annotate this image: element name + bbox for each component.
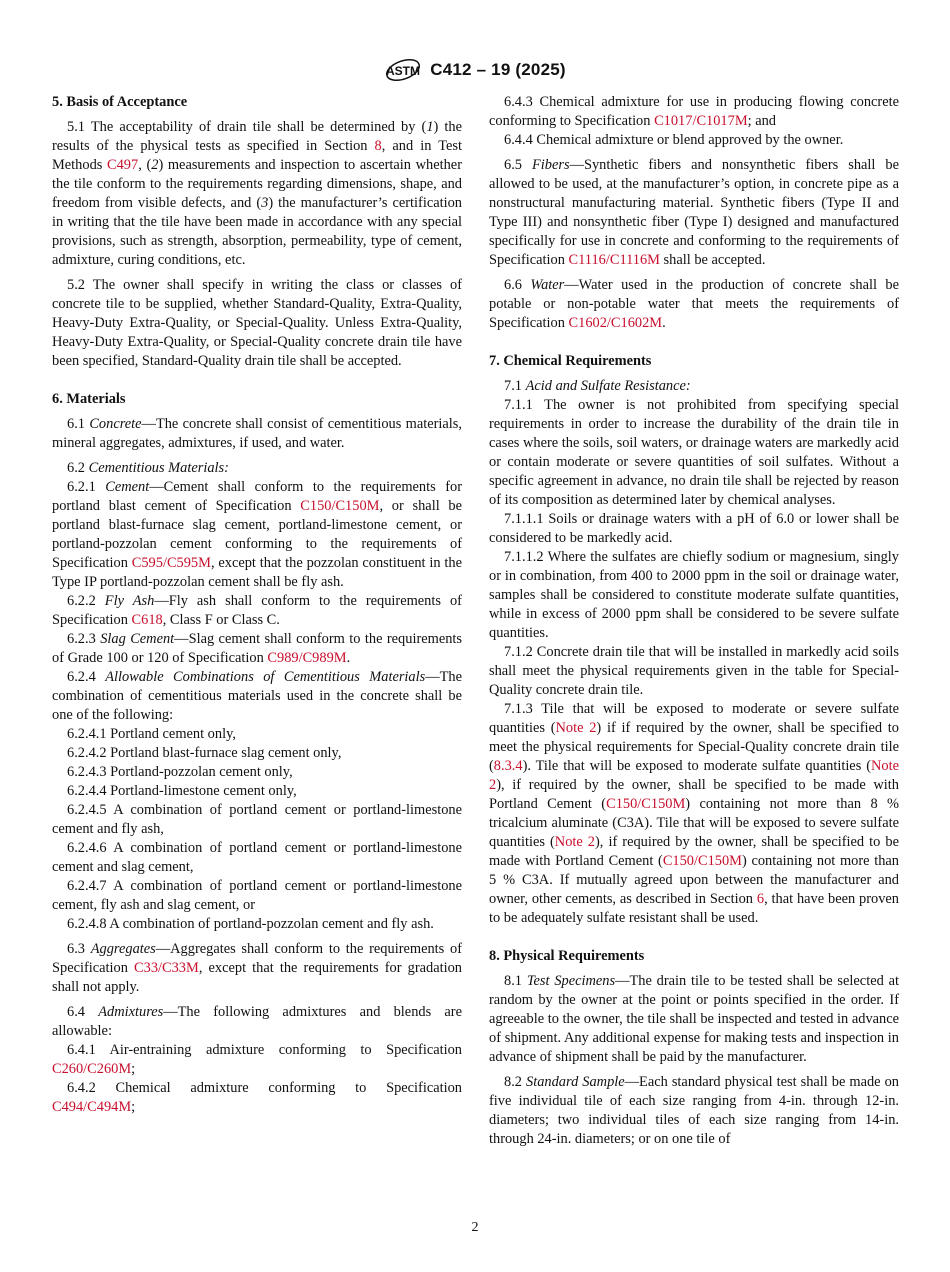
paragraph-6-4	[52, 1003, 462, 1041]
body-text: ; and	[747, 113, 776, 129]
body-text: —Aggregates shall conform to the requirements of Specification	[52, 941, 462, 976]
paragraph-6-2-4-8	[52, 915, 462, 934]
paragraph-6-4-4	[489, 131, 899, 150]
astm-logo-icon	[384, 54, 422, 86]
italic-term: 3	[261, 195, 269, 211]
paragraph-6-5	[489, 156, 899, 270]
reference-link[interactable]: C150/C150M	[606, 796, 686, 812]
paragraph-6-2-4-6	[52, 839, 462, 877]
body-text: ) the manufacturer’s certification in writing that the tile have been made in accordance with any special provisions, such as strength, absorption, permeability, type of cement, admixture, curing conditions, etc.	[52, 195, 462, 268]
body-text: —Water used in the production of concrete shall be potable or non-potable water that meets the requirements of Specification	[489, 277, 899, 331]
reference-link[interactable]: C260/C260M	[52, 1061, 132, 1077]
body-text: ) measurements and inspection to ascertain whether the tile conform to the requirements regarding dimensions, shape, and freedom from visible defects, and (	[52, 157, 462, 211]
paragraph-number: 7.1.1.1	[504, 511, 544, 527]
body-text: —The drain tile to be tested shall be selected at random by the owner at the point or points specified in the order. If agreeable to the owner, the tile shall be inspected and tested in advance of shipment. Any additional expense for making tests and inspection in advance of shipment shall be paid by the manufacturer.	[489, 973, 899, 1065]
paragraph-number: 8.1	[504, 973, 522, 989]
reference-link[interactable]: C618	[131, 612, 163, 628]
body-text: .	[346, 650, 351, 666]
paragraph-number: 7.1	[504, 378, 522, 394]
paragraph-number: 6.4	[67, 1004, 85, 1020]
italic-term: Standard Sample	[526, 1074, 625, 1090]
body-text: ) containing not more than 8 % tricalcium aluminate (C3A). Tile that will be exposed to severe sulfate quantities (	[489, 796, 900, 850]
paragraph-number: 6.5	[504, 157, 522, 173]
body-text: —The combination of cementitious materials used in the concrete shall be one of the following:	[52, 669, 462, 723]
reference-link[interactable]: C595/C595M	[131, 555, 211, 571]
right-column	[489, 93, 899, 1149]
body-text: Portland cement only,	[106, 726, 236, 742]
reference-link[interactable]: C497	[107, 157, 139, 173]
reference-link[interactable]: C150/C150M	[300, 498, 380, 514]
body-text: Chemical admixture conforming to Specification	[95, 1080, 462, 1096]
body-text: ), if required by the owner, shall be specified to be made with Portland Cement (	[489, 834, 899, 869]
paragraph-6-2-4-5	[52, 801, 462, 839]
paragraph-6-2-4-2	[52, 744, 462, 763]
italic-term: Concrete	[89, 416, 142, 432]
body-text: —Each standard physical test shall be made on five individual tile of each size ranging from 4-in. through 12-in. diameters; two individual tiles of each size ranging from 14-in. through 24-in. diameters; or on one tile of	[489, 1074, 899, 1147]
paragraph-number: 5.1	[67, 119, 85, 135]
body-text: A combination of portland cement or portland-limestone cement and slag cement,	[52, 840, 462, 875]
paragraph-number: 5.2	[67, 277, 85, 293]
body-text: ;	[131, 1099, 136, 1115]
paragraph-6-2-3	[52, 630, 462, 668]
paragraph-number: 6.2.4.3	[67, 764, 107, 780]
body-text: , that have been proven to be adequately sulfate resistant shall be used.	[489, 891, 900, 926]
body-text: Where the sulfates are chiefly sodium or magnesium, singly or in combination, from 400 to 2000 ppm in the soil or drainage water, samples shall be considered to constitute moderate sulfate quantities, while in excess of 2000 ppm shall be considered to be severe sulfate quantities.	[489, 549, 899, 641]
body-text	[522, 157, 532, 173]
paragraph-number: 6.3	[67, 941, 85, 957]
body-text: Chemical admixture or blend approved by the owner.	[532, 132, 844, 148]
body-text: .	[662, 315, 666, 331]
paragraph-6-2	[52, 459, 462, 478]
italic-term: 1	[426, 119, 434, 135]
body-text: Portland blast-furnace slag cement only,	[106, 745, 342, 761]
section-heading: 5. Basis of Acceptance	[52, 94, 188, 110]
reference-link[interactable]: C1017/C1017M	[654, 113, 748, 129]
paragraph-number: 6.2.4	[67, 669, 96, 685]
body-text: ) if if required by the owner, shall be specified to meet the physical requirements for Special-Quality concrete drain tile (	[489, 720, 899, 774]
body-text: Portland-limestone cement only,	[106, 783, 297, 799]
reference-link[interactable]: C494/C494M	[52, 1099, 132, 1115]
paragraph-number: 6.2.4.1	[67, 726, 107, 742]
reference-link[interactable]: C1116/C1116M	[568, 252, 660, 268]
body-text: The owner shall specify in writing the class or classes of concrete tile to be supplied, whether Standard-Quality, Extra-Quality, Heavy-Duty Extra-Quality, or Special-Quality. Unless Extra-Quality, Heavy-Duty Extra-Quality, or Special-Quality concrete drain tile have been specified, Standard-Quality drain tile shall be accepted.	[52, 277, 462, 369]
paragraph-6-2-4-1	[52, 725, 462, 744]
svg-text:ASTM: ASTM	[386, 64, 421, 78]
body-text: Soils or drainage waters with a pH of 6.0 or lower shall be considered to be markedly acid.	[489, 511, 899, 546]
italic-term: Cementitious Materials:	[88, 460, 229, 476]
reference-link[interactable]: C989/C989M	[267, 650, 347, 666]
body-text: A combination of portland-pozzolan cement and fly ash.	[106, 916, 434, 932]
body-text: , Class F or Class C.	[162, 612, 280, 628]
paragraph-number: 6.2.4.7	[67, 878, 107, 894]
paragraph-6-2-4-7	[52, 877, 462, 915]
reference-link[interactable]: C150/C150M	[662, 853, 742, 869]
body-text: , except that the pozzolan constituent in the Type IP portland-pozzolan cement shall be fly ash.	[52, 555, 462, 590]
italic-term: Acid and Sulfate Resistance:	[525, 378, 691, 394]
italic-term: Cement	[105, 479, 150, 495]
body-text: —Slag cement shall conform to the requirements of Grade 100 or 120 of Specification	[52, 631, 462, 666]
paragraph-5-1	[52, 118, 462, 270]
body-text: ) the results of the physical tests as specified in Section	[52, 119, 462, 154]
paragraph-number: 7.1.3	[504, 701, 533, 717]
paragraph-6-4-2	[52, 1079, 462, 1117]
section-heading: 6. Materials	[52, 391, 126, 407]
paragraph-6-2-4-4	[52, 782, 462, 801]
body-text	[96, 479, 106, 495]
paragraph-number: 6.2.1	[67, 479, 96, 495]
reference-link[interactable]: Note 2	[554, 834, 596, 850]
paragraph-number: 6.2.2	[67, 593, 96, 609]
body-text: , or shall be portland blast-furnace slag cement, portland-limestone cement, or portland-pozzolan cement conforming to the requirements of Specification	[52, 498, 463, 571]
body-text: shall be accepted.	[659, 252, 766, 268]
paragraph-number: 7.1.2	[504, 644, 533, 660]
page-number: 2	[471, 1220, 479, 1235]
italic-term: Test Specimens	[526, 973, 616, 989]
body-text: —Synthetic fibers and nonsynthetic fibers shall be allowed to be used, at the manufacturer’s option, in concrete pipe as a nonstructural manufacturing material. Synthetic fibers (Type II and Type III) and nonsynthetic fiber (Type I) designed and manufactured specifically for use in concrete and conforming to the requirements of Specification	[489, 157, 899, 268]
paragraph-8-1	[489, 972, 899, 1067]
body-text: —Cement shall conform to the requirements for portland blast cement of Specification	[52, 479, 462, 514]
body-text: —The following admixtures and blends are allowable:	[52, 1004, 462, 1039]
paragraph-number: 6.2.4.4	[67, 783, 107, 799]
body-text: ). Tile that will be exposed to moderate sulfate quantities (	[522, 758, 872, 774]
body-text: The acceptability of drain tile shall be determined by (	[85, 119, 427, 135]
paragraph-6-4-1	[52, 1041, 462, 1079]
body-text: Air-entraining admixture conforming to Specification	[95, 1042, 462, 1058]
body-text	[96, 669, 105, 685]
paragraph-8-2	[489, 1073, 899, 1149]
paragraph-7-1-1-1	[489, 510, 899, 548]
paragraph-5-2	[52, 276, 462, 371]
paragraph-6-4-3	[489, 93, 899, 131]
paragraph-number: 8.2	[504, 1074, 522, 1090]
paragraph-7-1	[489, 377, 899, 396]
italic-term: Water	[530, 277, 565, 293]
italic-term: Allowable Combinations of Cementitious Materials	[105, 669, 426, 685]
body-text: —The concrete shall consist of cementitious materials, mineral aggregates, admixtures, if used, and water.	[52, 416, 462, 451]
italic-term: Admixtures	[98, 1004, 164, 1020]
paragraph-number: 6.4.1	[67, 1042, 96, 1058]
paragraph-6-6	[489, 276, 899, 333]
paragraph-number: 7.1.1.2	[504, 549, 544, 565]
paragraph-number: 6.4.4	[504, 132, 533, 148]
body-text: A combination of portland cement or portland-limestone cement and fly ash,	[52, 802, 462, 837]
page-header	[0, 54, 950, 86]
paragraph-6-2-4-3	[52, 763, 462, 782]
paragraph-number: 6.2.4.5	[67, 802, 107, 818]
italic-term: Aggregates	[90, 941, 156, 957]
body-text	[96, 593, 105, 609]
paragraph-number: 6.2.4.6	[67, 840, 107, 856]
italic-term: Slag Cement	[100, 631, 175, 647]
paragraph-number: 6.2.4.8	[67, 916, 107, 932]
reference-link[interactable]: 6	[756, 891, 765, 907]
section-heading: 7. Chemical Requirements	[489, 353, 652, 369]
body-text: , and in Test Methods	[52, 138, 462, 173]
italic-term: 2	[151, 157, 159, 173]
paragraph-7-1-2	[489, 643, 899, 700]
paragraph-6-2-2	[52, 592, 462, 630]
section-heading: 8. Physical Requirements	[489, 948, 645, 964]
paragraph-7-1-3	[489, 700, 899, 928]
paragraph-7-1-1	[489, 396, 899, 510]
body-text: , except that the requirements for gradation shall not apply.	[52, 960, 462, 995]
paragraph-6-1	[52, 415, 462, 453]
paragraph-7-1-1-2	[489, 548, 899, 643]
paragraph-number: 7.1.1	[504, 397, 533, 413]
reference-link[interactable]: C33/C33M	[134, 960, 199, 976]
reference-link[interactable]: 8	[374, 138, 382, 154]
body-text: ) containing not more than 5 % C3A. If mutually agreed upon between the manufacturer and owner, other cements, as described in Section	[489, 853, 899, 907]
body-text: A combination of portland cement or portland-limestone cement, fly ash and slag cement, or	[52, 878, 462, 913]
body-text: Portland-pozzolan cement only,	[106, 764, 293, 780]
reference-link[interactable]: 8.3.4	[493, 758, 523, 774]
paragraph-6-2-4	[52, 668, 462, 725]
body-text: ), if required by the owner, shall be specified to be made with Portland Cement (	[489, 777, 899, 812]
paragraph-number: 6.6	[504, 277, 522, 293]
paragraph-number: 6.2	[67, 460, 85, 476]
body-text: Concrete drain tile that will be installed in markedly acid soils shall meet the physical requirements given in the table for Special-Quality concrete drain tile.	[489, 644, 899, 698]
body-text: —Fly ash shall conform to the requirements of Specification	[52, 593, 462, 628]
reference-link[interactable]: Note 2	[489, 758, 899, 793]
body-text: Tile that will be exposed to moderate or severe sulfate quantities (	[489, 701, 899, 736]
body-text: The owner is not prohibited from specifying special requirements in order to increase the durability of the drain tile in cases where the soils, soil waters, or drainage waters are markedly acid or contain moderate or severe quantities of soil sulfates. Without a specific agreement in advance, no drain tile shall be rejected by reason of its composition as determined later by chemical analyses.	[489, 397, 899, 508]
document-id: C412 – 19 (2025)	[430, 60, 566, 79]
body-text: ;	[131, 1061, 136, 1077]
body-text	[85, 1004, 98, 1020]
reference-link[interactable]: Note 2	[555, 720, 597, 736]
left-column	[52, 93, 462, 1117]
italic-term: Fly Ash	[104, 593, 155, 609]
paragraph-6-3	[52, 940, 462, 997]
body-text: Chemical admixture for use in producing flowing concrete conforming to Specification	[489, 94, 899, 129]
paragraph-number: 6.1	[67, 416, 85, 432]
body-text: , (	[138, 157, 152, 173]
paragraph-number: 6.2.4.2	[67, 745, 107, 761]
paragraph-6-2-1	[52, 478, 462, 592]
paragraph-number: 6.2.3	[67, 631, 96, 647]
reference-link[interactable]: C1602/C1602M	[568, 315, 663, 331]
paragraph-number: 6.4.3	[504, 94, 533, 110]
italic-term: Fibers	[532, 157, 570, 173]
paragraph-number: 6.4.2	[67, 1080, 96, 1096]
